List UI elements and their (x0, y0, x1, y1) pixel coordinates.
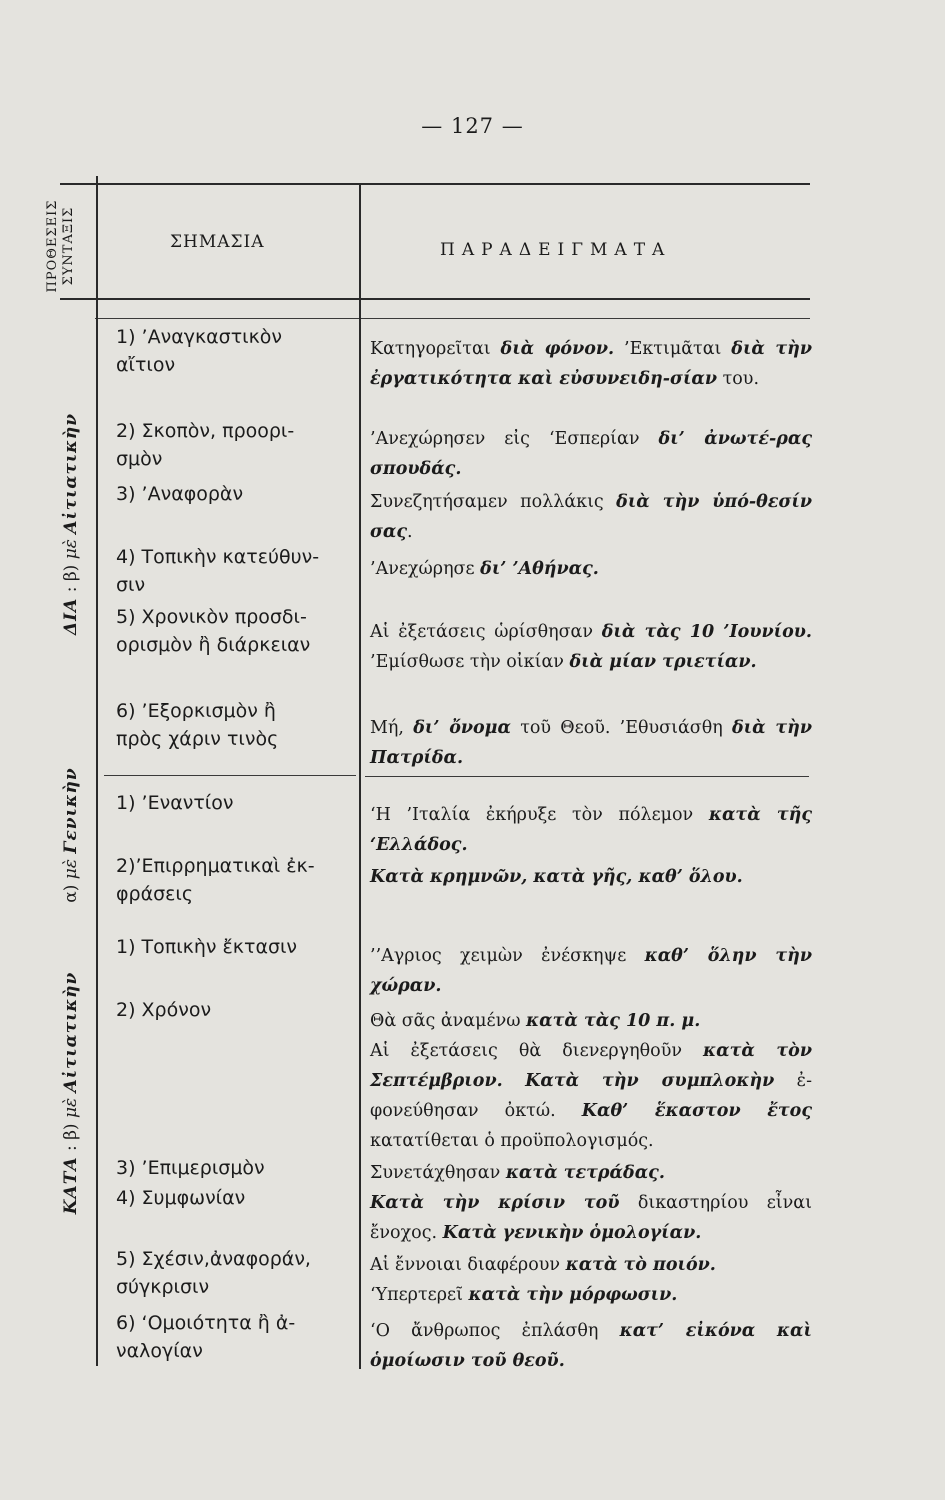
example-emphasis: διὰ τὴν ἐργατικότητα καὶ εὐσυνειδη-σίαν (370, 339, 812, 389)
example-emphasis: κατὰ τὸ ποιόν. (565, 1255, 716, 1275)
side-dia-with: μὲ (61, 539, 81, 560)
example-text: ’Εμίσθωσε τὴν οἰκίαν (370, 652, 570, 672)
side-kata-gen-prefix: α) (61, 879, 81, 903)
example-text: ‘Η ’Ιταλία ἐκήρυξε τὸν πόλεμον (370, 805, 709, 825)
example-block (370, 1250, 812, 1280)
dia-section-rule (104, 775, 356, 776)
header-bottom-rule-2 (95, 318, 810, 319)
column-header-meaning: ΣΗΜΑΣΙΑ (170, 232, 265, 252)
meaning-5: 5) Χρονικὸν προσδι- ορισμὸν ἢ διάρκειαν (116, 606, 311, 656)
meaning-4: 4) Τοπικὴν κατεύθυν- σιν (116, 546, 320, 596)
example-text: ‘Ο ἄνθρωπος ἐπλάσθη (370, 1321, 620, 1341)
header-prepositions (45, 181, 79, 311)
example-block (370, 617, 812, 677)
example-text: ἐ-φονεύθησαν ὀκτώ. (370, 1071, 812, 1121)
example-text: ’Ανεχώρησεν εἰς ‘Εσπερίαν (370, 429, 659, 449)
example-text: δικαστηρίου εἶναι ἔνοχος. (370, 1193, 812, 1243)
example-emphasis: κατὰ τὴν μόρφωσιν. (468, 1285, 678, 1305)
example-text (503, 1071, 525, 1091)
side-dia-prep: ΔΙΑ (61, 597, 81, 636)
example-text: ’Ανεχώρησε (370, 559, 481, 579)
header-prep-line2: ΣΥΝΤΑΞΙΣ (61, 206, 76, 286)
example-block (370, 1036, 812, 1156)
example-text: Θὰ σᾶς ἀναμένω (370, 1011, 527, 1031)
example-emphasis: κατὰ τὸν Σεπτέμβριον. (370, 1041, 812, 1091)
example-block (370, 1006, 812, 1036)
example-emphasis: Κατὰ τὴν συμπλοκὴν (525, 1071, 775, 1091)
example-emphasis: διὰ τὴν Πατρίδα. (370, 718, 813, 768)
side-label-kata-accusative (61, 928, 85, 1258)
example-emphasis: κατ’ εἰκόνα καὶ ὁμοίωσιν τοῦ θεοῦ. (370, 1321, 812, 1371)
example-emphasis: διὰ μίαν τριετίαν. (569, 652, 757, 672)
example-emphasis: Κατὰ κρημνῶν, κατὰ γῆς, καθ’ ὅλου. (370, 867, 743, 887)
meaning-12: 4) Συμφωνίαν (116, 1187, 246, 1209)
meaning-13: 5) Σχέσιν,ἀναφοράν, σύγκρισιν (116, 1248, 311, 1298)
side-dia-sep: : β) (61, 559, 81, 598)
example-emphasis: κατὰ τετράδας. (505, 1163, 665, 1183)
header-prep-line1: ΠΡΟΘΕΣΕΙΣ (45, 199, 60, 293)
example-block (370, 941, 812, 1001)
example-block (370, 487, 812, 547)
example-emphasis: διὰ φόνον. (500, 339, 615, 359)
example-emphasis: δι’ ’Αθήνας. (480, 559, 599, 579)
example-block (370, 1316, 812, 1376)
example-text: Αἱ ἐξετάσεις θὰ διενεργηθοῦν (370, 1041, 704, 1061)
example-block (370, 1188, 812, 1248)
example-block (370, 424, 812, 484)
example-block (370, 1158, 812, 1188)
example-block (370, 554, 812, 584)
example-text: Μή, (370, 718, 414, 738)
side-label-kata-genitive (61, 735, 85, 935)
example-emphasis: Κατὰ τὴν κρίσιν τοῦ (370, 1193, 620, 1213)
example-text: Συνεζητήσαμεν πολλάκις (370, 492, 617, 512)
meaning-2: 2) Σκοπὸν, προορι- σμὸν (116, 420, 295, 470)
page-number: — 127 — (421, 114, 524, 138)
column-header-examples: ΠΑΡΑΔΕΙΓΜΑΤΑ (440, 240, 672, 260)
example-text: ‘Υπερτερεῖ (370, 1285, 469, 1305)
example-emphasis: Κατὰ γενικὴν ὁμολογίαν. (442, 1223, 702, 1243)
example-emphasis: διὰ τὰς 10 ’Ιουνίου. (601, 622, 812, 642)
dia-section-rule-right (365, 776, 809, 777)
side-kata-gen-with: μὲ (61, 859, 81, 880)
example-text: ’Εκτιμᾶται (614, 339, 732, 359)
header-bottom-rule (60, 298, 810, 300)
meaning-14: 6) ‘Ομοιότητα ἢ ἀ- ναλογίαν (116, 1312, 296, 1362)
example-text: ’’Αγριος χειμὼν ἐνέσκηψε (370, 946, 645, 966)
meaning-8: 2)’Επιρρηματικαὶ ἐκ- φράσεις (116, 855, 315, 905)
example-text: κατατίθεται ὁ προϋπολογισμός. (370, 1131, 654, 1151)
example-block (370, 862, 812, 892)
meaning-9: 1) Τοπικὴν ἔκτασιν (116, 936, 298, 958)
example-text: Συνετάχθησαν (370, 1163, 506, 1183)
example-text: Αἱ ἔννοιαι διαφέρουν (370, 1255, 566, 1275)
side-label-dia-accusative (61, 364, 85, 684)
side-dia-case: Αἰτιατικὴν (61, 412, 81, 534)
example-block (370, 713, 812, 773)
side-kata-gen-case: Γενικὴν (61, 767, 81, 854)
example-emphasis: δι’ ὄνομα (413, 718, 511, 738)
col-divider-2 (359, 184, 361, 1369)
meaning-7: 1) ’Εναντίον (116, 792, 234, 814)
meaning-1: 1) ’Αναγκαστικὸν αἴτιον (116, 326, 283, 376)
example-block (370, 800, 812, 860)
example-emphasis: καθ’ ὅλην τὴν χώραν. (370, 946, 812, 996)
example-text: . (407, 522, 413, 542)
meaning-6: 6) ’Εξορκισμὸν ἢ πρὸς χάριν τινὸς (116, 700, 279, 750)
example-emphasis: κατὰ τὰς 10 π. μ. (526, 1011, 701, 1031)
meaning-3: 3) ’Αναφορὰν (116, 483, 244, 505)
table-top-rule (60, 183, 810, 185)
side-kata-with: μὲ (61, 1097, 81, 1119)
side-kata-case: Αἰτιατικὴν (61, 971, 81, 1093)
example-emphasis: διὰ τὴν ὑπό-θεσίν σας (370, 492, 812, 542)
example-text: Αἱ ἐξετάσεις ὡρίσθησαν (370, 622, 602, 642)
example-text: του. (717, 369, 760, 389)
example-block (370, 334, 812, 394)
example-text: τοῦ Θεοῦ. ’Εθυσιάσθη (510, 718, 732, 738)
example-emphasis: δι’ ἀνωτέ-ρας σπουδάς. (370, 429, 812, 479)
col-divider-1 (96, 176, 98, 1366)
example-text: Κατηγορεῖται (370, 339, 501, 359)
meaning-11: 3) ’Επιμερισμὸν (116, 1157, 265, 1179)
side-kata-prep: ΚΑΤΑ (61, 1156, 81, 1215)
example-emphasis: κατὰ τῆς ‘Ελλάδος. (370, 805, 812, 855)
side-kata-sep: : β) (61, 1118, 81, 1157)
meaning-10: 2) Χρόνον (116, 999, 212, 1021)
example-block (370, 1280, 812, 1310)
example-emphasis: Καθ’ ἕκαστον ἔτος (581, 1101, 812, 1121)
